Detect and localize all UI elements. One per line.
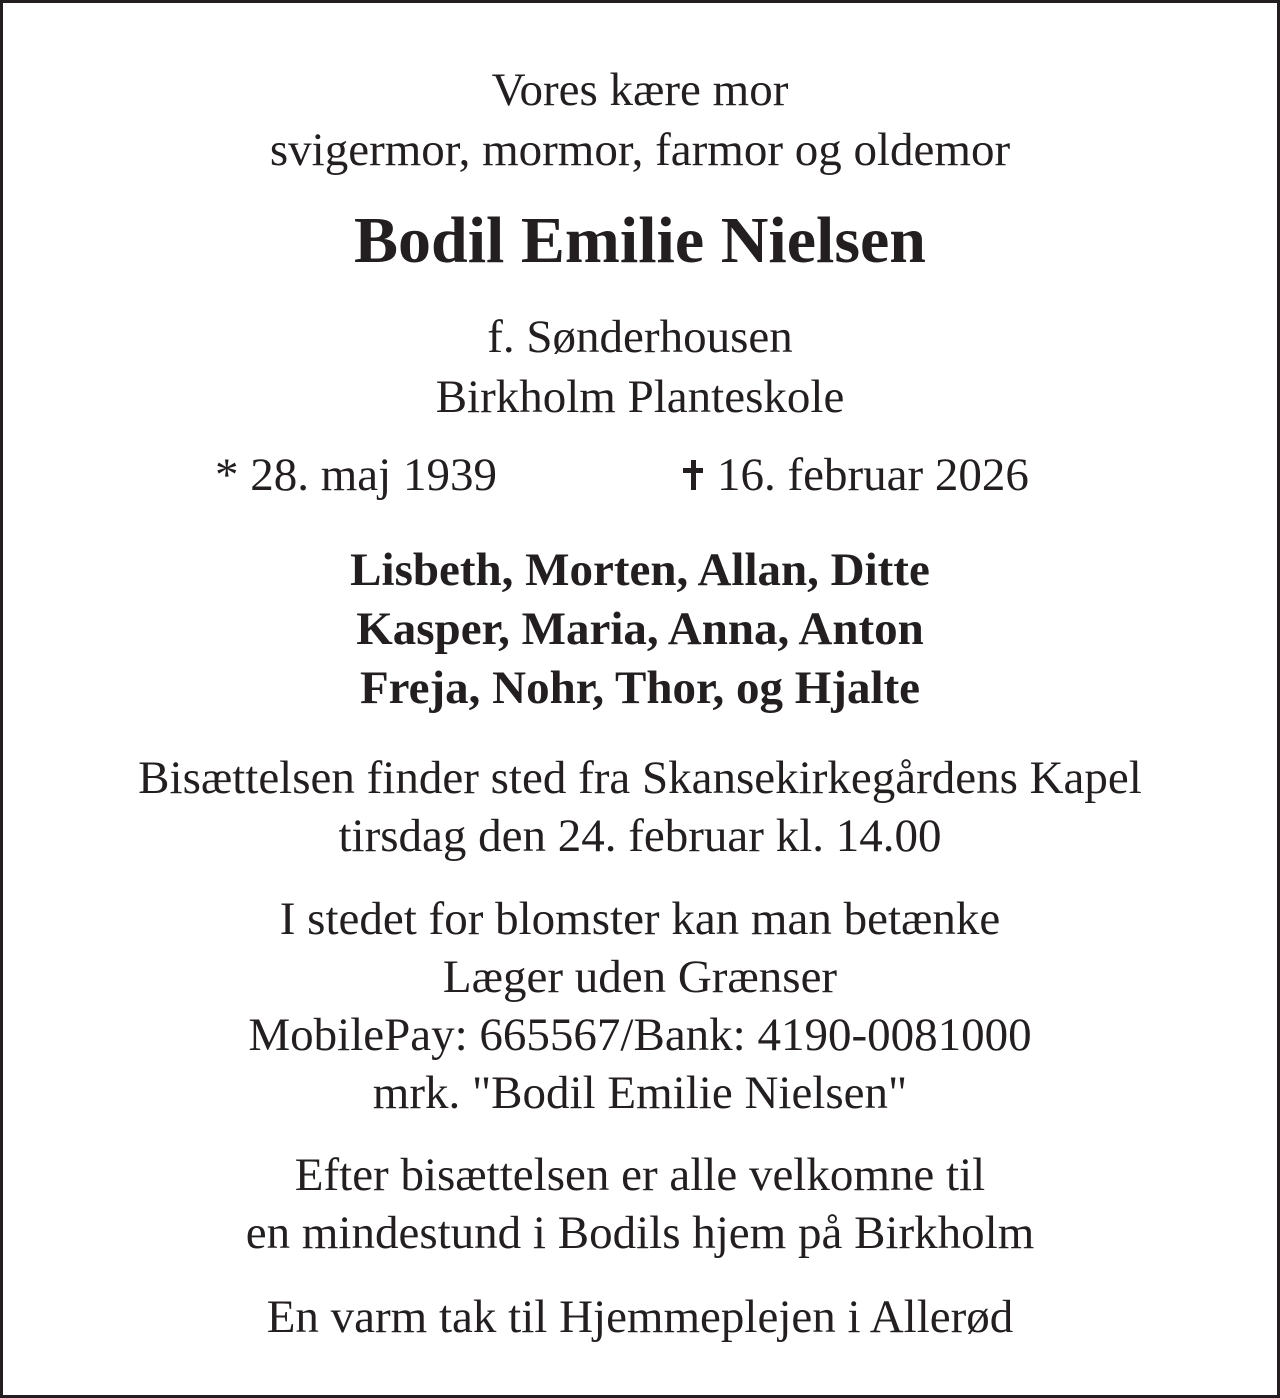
- family-line-3: Freja, Nohr, Thor, og Hjalte: [359, 662, 921, 714]
- birth-date: * 28. maj 1939: [215, 449, 497, 501]
- cross-icon: [683, 460, 703, 490]
- family-line-2: Kasper, Maria, Anna, Anton: [356, 603, 924, 655]
- intro-line-1: Vores kære mor: [491, 64, 789, 116]
- deceased-name: Bodil Emilie Nielsen: [353, 204, 927, 277]
- donation-line-1: I stedet for blomster kan man betænke: [279, 893, 1001, 945]
- death-date-group: [683, 449, 1029, 501]
- gathering-line-2: en mindestund i Bodils hjem på Birkholm: [245, 1207, 1035, 1259]
- intro-line-2: svigermor, mormor, farmor og oldemor: [269, 124, 1011, 176]
- death-date: 16. februar 2026: [717, 449, 1029, 501]
- donation-payment: MobilePay: 665567/Bank: 4190-0081000: [248, 1009, 1032, 1061]
- funeral-line-2: tirsdag den 24. februar kl. 14.00: [338, 810, 942, 862]
- thanks-line: En varm tak til Hjemmeplejen i Allerød: [266, 1291, 1014, 1343]
- funeral-line-1: Bisættelsen finder sted fra Skansekirkegårdens Kapel: [138, 752, 1142, 804]
- family-line-1: Lisbeth, Morten, Allan, Ditte: [350, 544, 930, 596]
- maiden-name: f. Sønderhousen: [487, 311, 793, 363]
- donation-charity: Læger uden Grænser: [442, 951, 838, 1003]
- residence: Birkholm Planteskole: [435, 371, 845, 423]
- life-dates: [3, 449, 1277, 506]
- donation-reference: mrk. "Bodil Emilie Nielsen": [372, 1067, 908, 1119]
- gathering-line-1: Efter bisættelsen er alle velkomne til: [294, 1149, 986, 1201]
